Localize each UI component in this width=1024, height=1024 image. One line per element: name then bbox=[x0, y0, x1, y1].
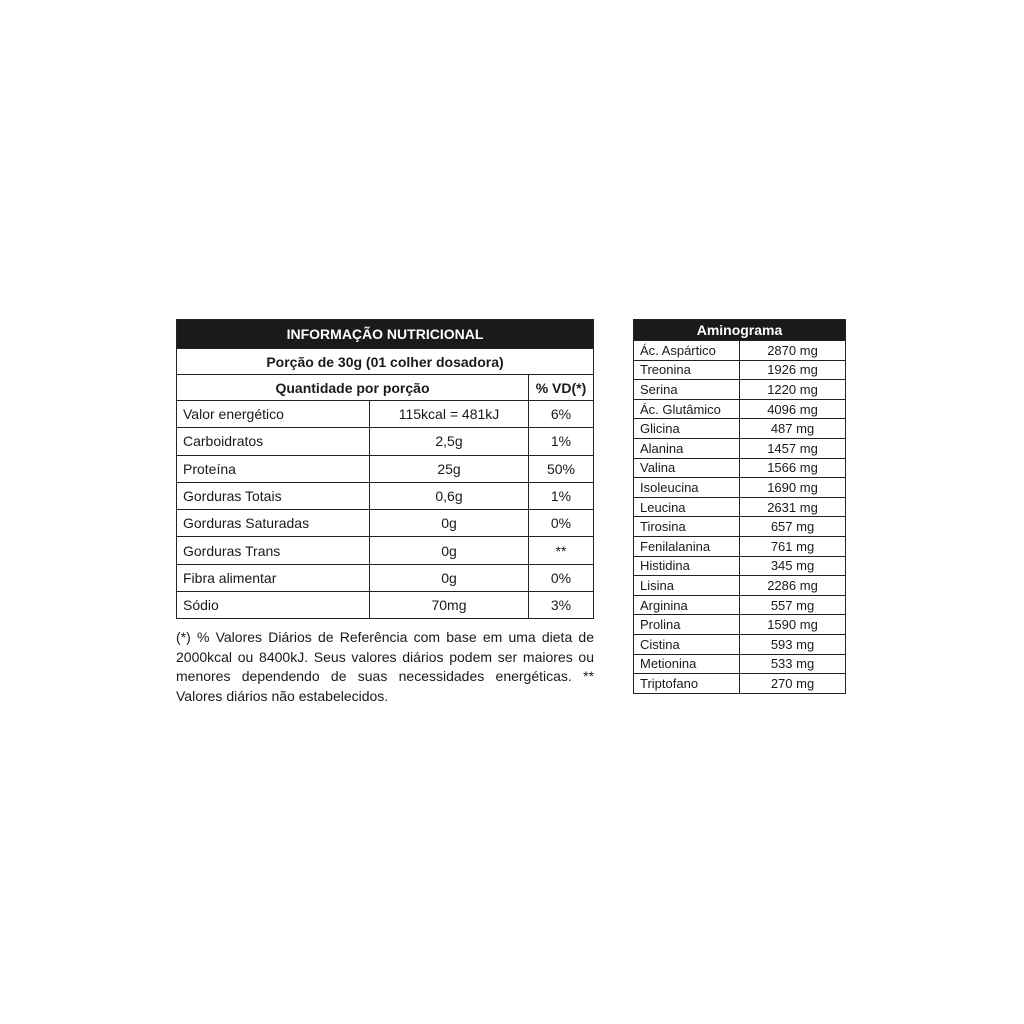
nutrition-row bbox=[177, 482, 594, 509]
nutrient-name: Carboidratos bbox=[177, 428, 370, 455]
aminogram-row bbox=[634, 458, 846, 478]
nutrient-quantity: 0g bbox=[370, 510, 529, 537]
portion-row bbox=[177, 349, 594, 375]
aminogram-row bbox=[634, 595, 846, 615]
header-quantity: Quantidade por porção bbox=[177, 375, 529, 401]
nutrition-facts-table bbox=[176, 319, 594, 619]
aminogram-row bbox=[634, 654, 846, 674]
aminogram-title-row bbox=[634, 320, 846, 341]
aminogram-row bbox=[634, 634, 846, 654]
amino-acid-name: Treonina bbox=[634, 360, 740, 380]
portion-label: Porção de 30g (01 colher dosadora) bbox=[177, 349, 594, 375]
amino-acid-value: 593 mg bbox=[740, 634, 846, 654]
nutrition-row bbox=[177, 592, 594, 619]
aminogram-row bbox=[634, 399, 846, 419]
amino-acid-value: 4096 mg bbox=[740, 399, 846, 419]
header-vd: % VD(*) bbox=[529, 375, 594, 401]
nutrient-quantity: 25g bbox=[370, 455, 529, 482]
nutrient-vd: 3% bbox=[529, 592, 594, 619]
amino-acid-value: 270 mg bbox=[740, 674, 846, 694]
amino-acid-name: Glicina bbox=[634, 419, 740, 439]
aminogram-row bbox=[634, 478, 846, 498]
amino-acid-name: Cistina bbox=[634, 634, 740, 654]
amino-acid-value: 2286 mg bbox=[740, 576, 846, 596]
amino-acid-value: 1220 mg bbox=[740, 380, 846, 400]
amino-acid-name: Arginina bbox=[634, 595, 740, 615]
amino-acid-name: Histidina bbox=[634, 556, 740, 576]
aminogram-row bbox=[634, 556, 846, 576]
nutrient-vd: 1% bbox=[529, 428, 594, 455]
nutrient-quantity: 115kcal = 481kJ bbox=[370, 401, 529, 428]
nutrient-name: Gorduras Totais bbox=[177, 482, 370, 509]
amino-acid-name: Valina bbox=[634, 458, 740, 478]
nutrition-row bbox=[177, 401, 594, 428]
aminogram-row bbox=[634, 360, 846, 380]
nutrient-vd: 0% bbox=[529, 564, 594, 591]
nutrition-footnote: (*) % Valores Diários de Referência com base em uma dieta de 2000kcal ou 8400kJ. Seus valores diários podem ser maiores ou menores dependendo de suas necessidades energéticas. ** Valores diários não estabelecidos. bbox=[176, 629, 594, 704]
nutrition-row bbox=[177, 537, 594, 564]
amino-acid-value: 1690 mg bbox=[740, 478, 846, 498]
nutrition-row bbox=[177, 510, 594, 537]
amino-acid-value: 2870 mg bbox=[740, 341, 846, 361]
nutrient-vd: 6% bbox=[529, 401, 594, 428]
nutrition-title: INFORMAÇÃO NUTRICIONAL bbox=[177, 320, 594, 349]
amino-acid-name: Triptofano bbox=[634, 674, 740, 694]
aminogram-table bbox=[633, 319, 846, 694]
nutrient-quantity: 0,6g bbox=[370, 482, 529, 509]
nutrient-name: Gorduras Trans bbox=[177, 537, 370, 564]
nutrition-row bbox=[177, 428, 594, 455]
amino-acid-value: 557 mg bbox=[740, 595, 846, 615]
nutrient-quantity: 0g bbox=[370, 564, 529, 591]
amino-acid-name: Fenilalanina bbox=[634, 536, 740, 556]
aminogram-title: Aminograma bbox=[634, 320, 846, 341]
amino-acid-value: 1926 mg bbox=[740, 360, 846, 380]
amino-acid-name: Alanina bbox=[634, 438, 740, 458]
aminogram-row bbox=[634, 517, 846, 537]
amino-acid-name: Lisina bbox=[634, 576, 740, 596]
amino-acid-name: Isoleucina bbox=[634, 478, 740, 498]
nutrient-quantity: 0g bbox=[370, 537, 529, 564]
amino-acid-value: 657 mg bbox=[740, 517, 846, 537]
aminogram-row bbox=[634, 576, 846, 596]
nutrient-name: Valor energético bbox=[177, 401, 370, 428]
nutrition-row bbox=[177, 455, 594, 482]
aminogram-row bbox=[634, 419, 846, 439]
nutrient-vd: ** bbox=[529, 537, 594, 564]
amino-acid-name: Ác. Glutâmico bbox=[634, 399, 740, 419]
amino-acid-value: 1566 mg bbox=[740, 458, 846, 478]
aminogram-row bbox=[634, 615, 846, 635]
amino-acid-name: Leucina bbox=[634, 497, 740, 517]
aminogram-row bbox=[634, 341, 846, 361]
nutrition-title-row bbox=[177, 320, 594, 349]
nutrient-quantity: 70mg bbox=[370, 592, 529, 619]
nutrient-vd: 1% bbox=[529, 482, 594, 509]
nutrient-name: Sódio bbox=[177, 592, 370, 619]
amino-acid-name: Tirosina bbox=[634, 517, 740, 537]
amino-acid-value: 1590 mg bbox=[740, 615, 846, 635]
amino-acid-name: Prolina bbox=[634, 615, 740, 635]
amino-acid-value: 2631 mg bbox=[740, 497, 846, 517]
nutrition-row bbox=[177, 564, 594, 591]
nutrient-vd: 0% bbox=[529, 510, 594, 537]
nutrient-vd: 50% bbox=[529, 455, 594, 482]
aminogram-row bbox=[634, 380, 846, 400]
amino-acid-value: 487 mg bbox=[740, 419, 846, 439]
nutrient-name: Fibra alimentar bbox=[177, 564, 370, 591]
aminogram-row bbox=[634, 438, 846, 458]
amino-acid-value: 345 mg bbox=[740, 556, 846, 576]
nutrient-name: Gorduras Saturadas bbox=[177, 510, 370, 537]
aminogram-row bbox=[634, 497, 846, 517]
aminogram-row bbox=[634, 536, 846, 556]
amino-acid-value: 1457 mg bbox=[740, 438, 846, 458]
column-header-row bbox=[177, 375, 594, 401]
amino-acid-name: Ác. Aspártico bbox=[634, 341, 740, 361]
nutrient-name: Proteína bbox=[177, 455, 370, 482]
aminogram-row bbox=[634, 674, 846, 694]
amino-acid-name: Serina bbox=[634, 380, 740, 400]
amino-acid-value: 533 mg bbox=[740, 654, 846, 674]
amino-acid-name: Metionina bbox=[634, 654, 740, 674]
nutrient-quantity: 2,5g bbox=[370, 428, 529, 455]
amino-acid-value: 761 mg bbox=[740, 536, 846, 556]
